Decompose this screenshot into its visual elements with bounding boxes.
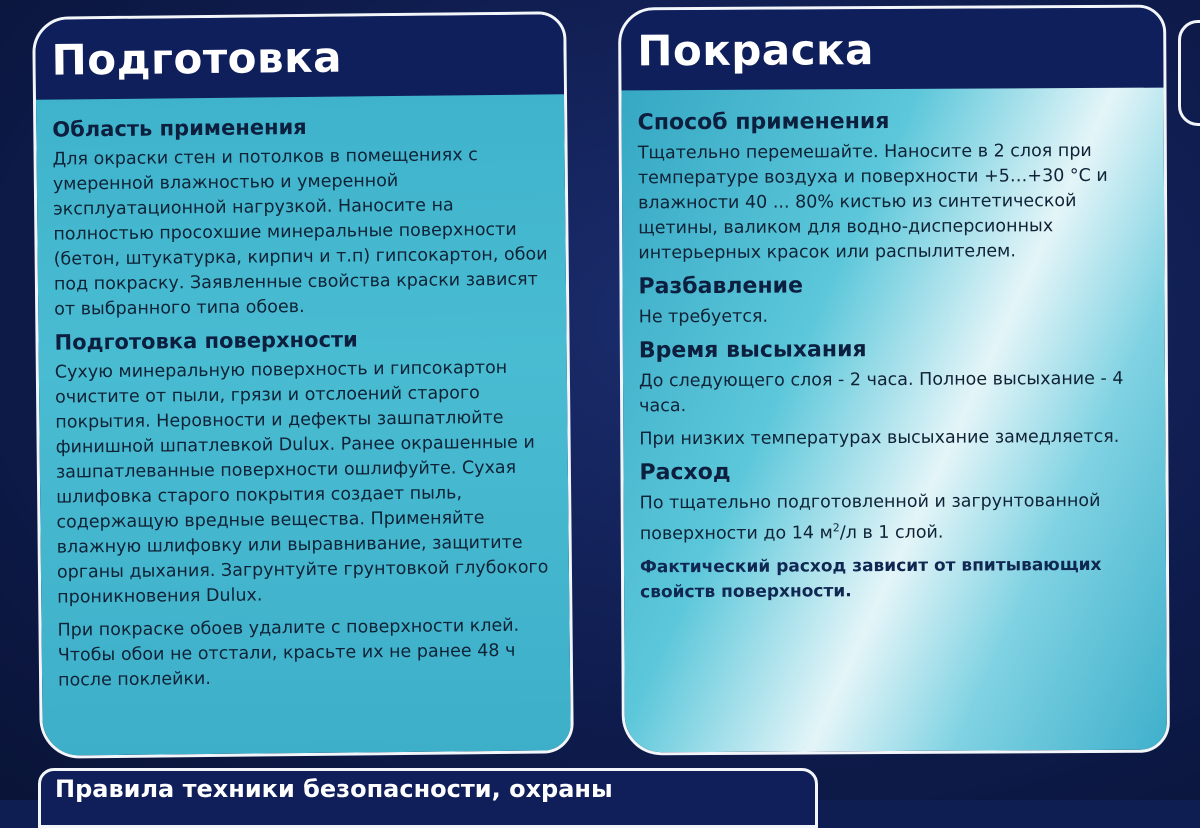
drying-heading: Время высыхания <box>638 337 867 364</box>
painting-body <box>621 88 1166 753</box>
consumption-sup: 2 <box>832 521 840 535</box>
application-area-text: Для окраски стен и потолков в помещениях с умеренной влажностью и умеренной эксплуатационной нагрузкой. Наносите на полностью просохшие минеральные поверхности (бетон, штукатурка, кирпич и т.п) гипсокартон, обои под покраску. Заявленные свойства краски зависят от выбранного типа обоев. <box>52 145 548 320</box>
drying-text: До следующего слоя - 2 часа. Полное высыхание - 4 часа. <box>638 368 1124 417</box>
preparation-panel <box>32 11 574 759</box>
painting-title: Покраска <box>637 24 875 75</box>
surface-prep-heading: Подготовка поверхности <box>54 327 358 355</box>
consumption-heading: Расход <box>639 459 731 486</box>
painting-panel <box>618 5 1170 756</box>
method-heading: Способ применения <box>637 109 890 136</box>
safety-rules-text: Правила техники безопасности, охраны <box>55 775 613 803</box>
safety-rules-band <box>38 768 818 828</box>
consumption-text-before: По тщательно подготовленной и загрунтованной поверхности до 14 м <box>639 490 1101 545</box>
surface-prep-text: Сухую минеральную поверхность и гипсокартон очистите от пыли, грязи и отслоений старого покрытия. Неровности и дефекты зашпатлюйте финишной шпатлевкой Dulux. Ранее окрашенные и зашпатлеванные поверхности ошлифуйте. Сухая шлифовка старого покрытия создает пыль, содержащую вредные вещества. Применяйте влажную шлифовку или выравнивание, защитите органы дыхания. Загрунтуйте грунтовкой глубокого проникновения Dulux. <box>54 357 549 608</box>
application-area-heading: Область применения <box>52 114 307 142</box>
consumption-note: Фактический расход зависит от впитывающих свойств поверхности. <box>639 554 1102 603</box>
wallpaper-note: При покраске обоев удалите с поверхности клей. Чтобы обои не отстали, красьте их не ранее 48 ч после поклейки. <box>57 615 520 691</box>
consumption-text-after: /л в 1 слой. <box>839 522 944 544</box>
preparation-body <box>36 94 571 755</box>
method-text: Тщательно перемешайте. Наносите в 2 слоя при температуре воздуха и поверхности +5…+30 °С и влажности 40 ... 80% кистью из синтетической щетины, валиком для водно-дисперсионных интерьерных красок или распылителем. <box>637 140 1108 264</box>
drying-note: При низких температурах высыхание замедляется. <box>639 426 1120 450</box>
dilution-heading: Разбавление <box>638 273 804 300</box>
consumption-text <box>640 489 1152 548</box>
preparation-title: Подготовка <box>51 32 343 85</box>
edge-panel-outline <box>1178 20 1200 126</box>
preparation-header <box>35 14 564 100</box>
painting-header <box>621 8 1163 91</box>
dilution-text: Не требуется. <box>638 306 769 328</box>
